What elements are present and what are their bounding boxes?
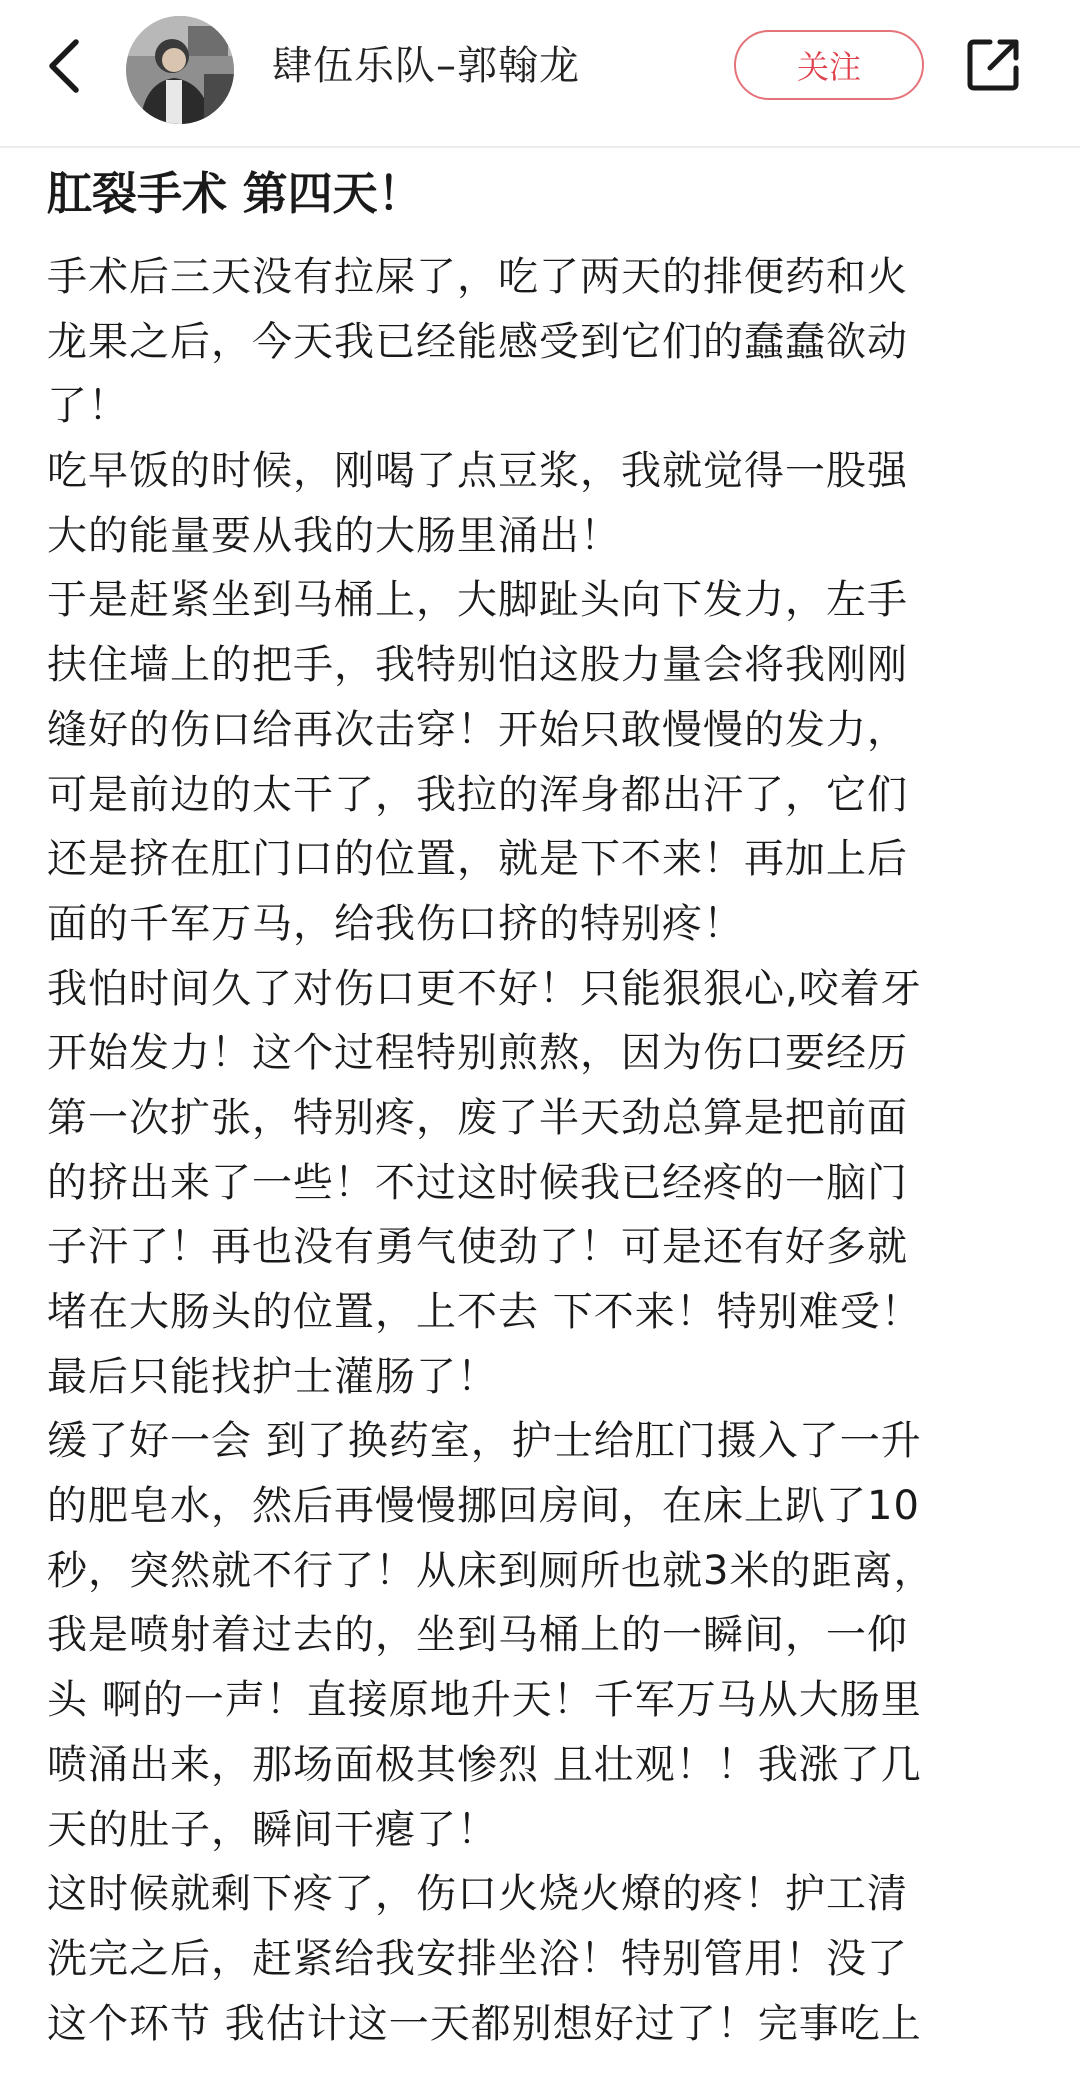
post-body-line: 子汗了！再也没有勇气使劲了！可是还有好多就 (47, 1224, 908, 1271)
post-body-line: 大的能量要从我的大肠里涌出！ (47, 512, 621, 559)
post-body-line: 我是喷射着过去的，坐到马桶上的一瞬间，一仰 (47, 1612, 908, 1659)
post-body-line: 手术后三天没有拉屎了，吃了两天的排便药和火 (47, 254, 908, 300)
share-icon (964, 36, 1022, 94)
top-bar (0, 0, 1080, 148)
post-body-line: 的肥皂水，然后再慢慢挪回房间，在床上趴了10 (47, 1483, 920, 1530)
post-body-line: 头 啊的一声！直接原地升天！千军万马从大肠里 (47, 1677, 922, 1724)
post-body-line: 于是赶紧坐到马桶上，大脚趾头向下发力，左手 (47, 577, 908, 624)
author-name[interactable]: 肆伍乐队–郭翰龙 (272, 43, 580, 89)
follow-button[interactable]: 关注 (734, 30, 924, 100)
post-body-line: 天的肚子，瞬间干瘪了！ (47, 1806, 498, 1853)
post-body-line: 了！ (47, 383, 129, 430)
post-body-line: 这个环节 我估计这一天都别想好过了！完事吃上 (47, 2000, 922, 2047)
post-body-line: 最后只能找护士灌肠了！ (47, 1353, 498, 1400)
post-body-line: 扶住墙上的把手，我特别怕这股力量会将我刚刚 (47, 642, 908, 689)
post-body-line: 缓了好一会 到了换药室，护士给肛门摄入了一升 (47, 1418, 922, 1465)
post-body-line: 秒，突然就不行了！从床到厕所也就3米的距离， (47, 1547, 935, 1594)
post-body-line: 可是前边的太干了，我拉的浑身都出汗了，它们 (47, 771, 908, 818)
post-body-line: 吃早饭的时候，刚喝了点豆浆，我就觉得一股强 (47, 448, 908, 495)
back-button[interactable] (34, 30, 94, 102)
avatar[interactable] (126, 16, 234, 124)
chevron-left-icon (44, 36, 84, 96)
post-body-line: 的挤出来了一些！不过这时候我已经疼的一脑门 (47, 1159, 908, 1206)
post-body-line: 缝好的伤口给再次击穿！开始只敢慢慢的发力， (47, 706, 908, 753)
post-body-line: 开始发力！这个过程特别煎熬，因为伤口要经历 (47, 1030, 908, 1077)
post-body-line: 堵在大肠头的位置，上不去 下不来！特别难受！ (47, 1289, 922, 1335)
post-body-line: 洗完之后，赶紧给我安排坐浴！特别管用！没了 (47, 1935, 908, 1982)
post-body-line: 喷涌出来，那场面极其惨烈 且壮观！！我涨了几 (47, 1741, 922, 1788)
post-body-line: 还是挤在肛门口的位置，就是下不来！再加上后 (47, 836, 908, 883)
post-body-line: 我怕时间久了对伤口更不好！只能狠狠心,咬着牙 (47, 965, 922, 1012)
share-button[interactable] (958, 30, 1028, 100)
post-body-line: 这时候就剩下疼了，伤口火烧火燎的疼！护工清 (47, 1871, 908, 1918)
avatar-photo (126, 16, 234, 124)
post-title: 肛裂手术 第四天！ (47, 167, 423, 220)
post-body (47, 245, 1047, 2056)
post-body-line: 面的千军万马，给我伤口挤的特别疼！ (47, 900, 744, 947)
post-body-line: 第一次扩张，特别疼，废了半天劲总算是把前面 (47, 1094, 908, 1141)
post-body-line: 龙果之后，今天我已经能感受到它们的蠢蠢欲动 (47, 318, 908, 365)
